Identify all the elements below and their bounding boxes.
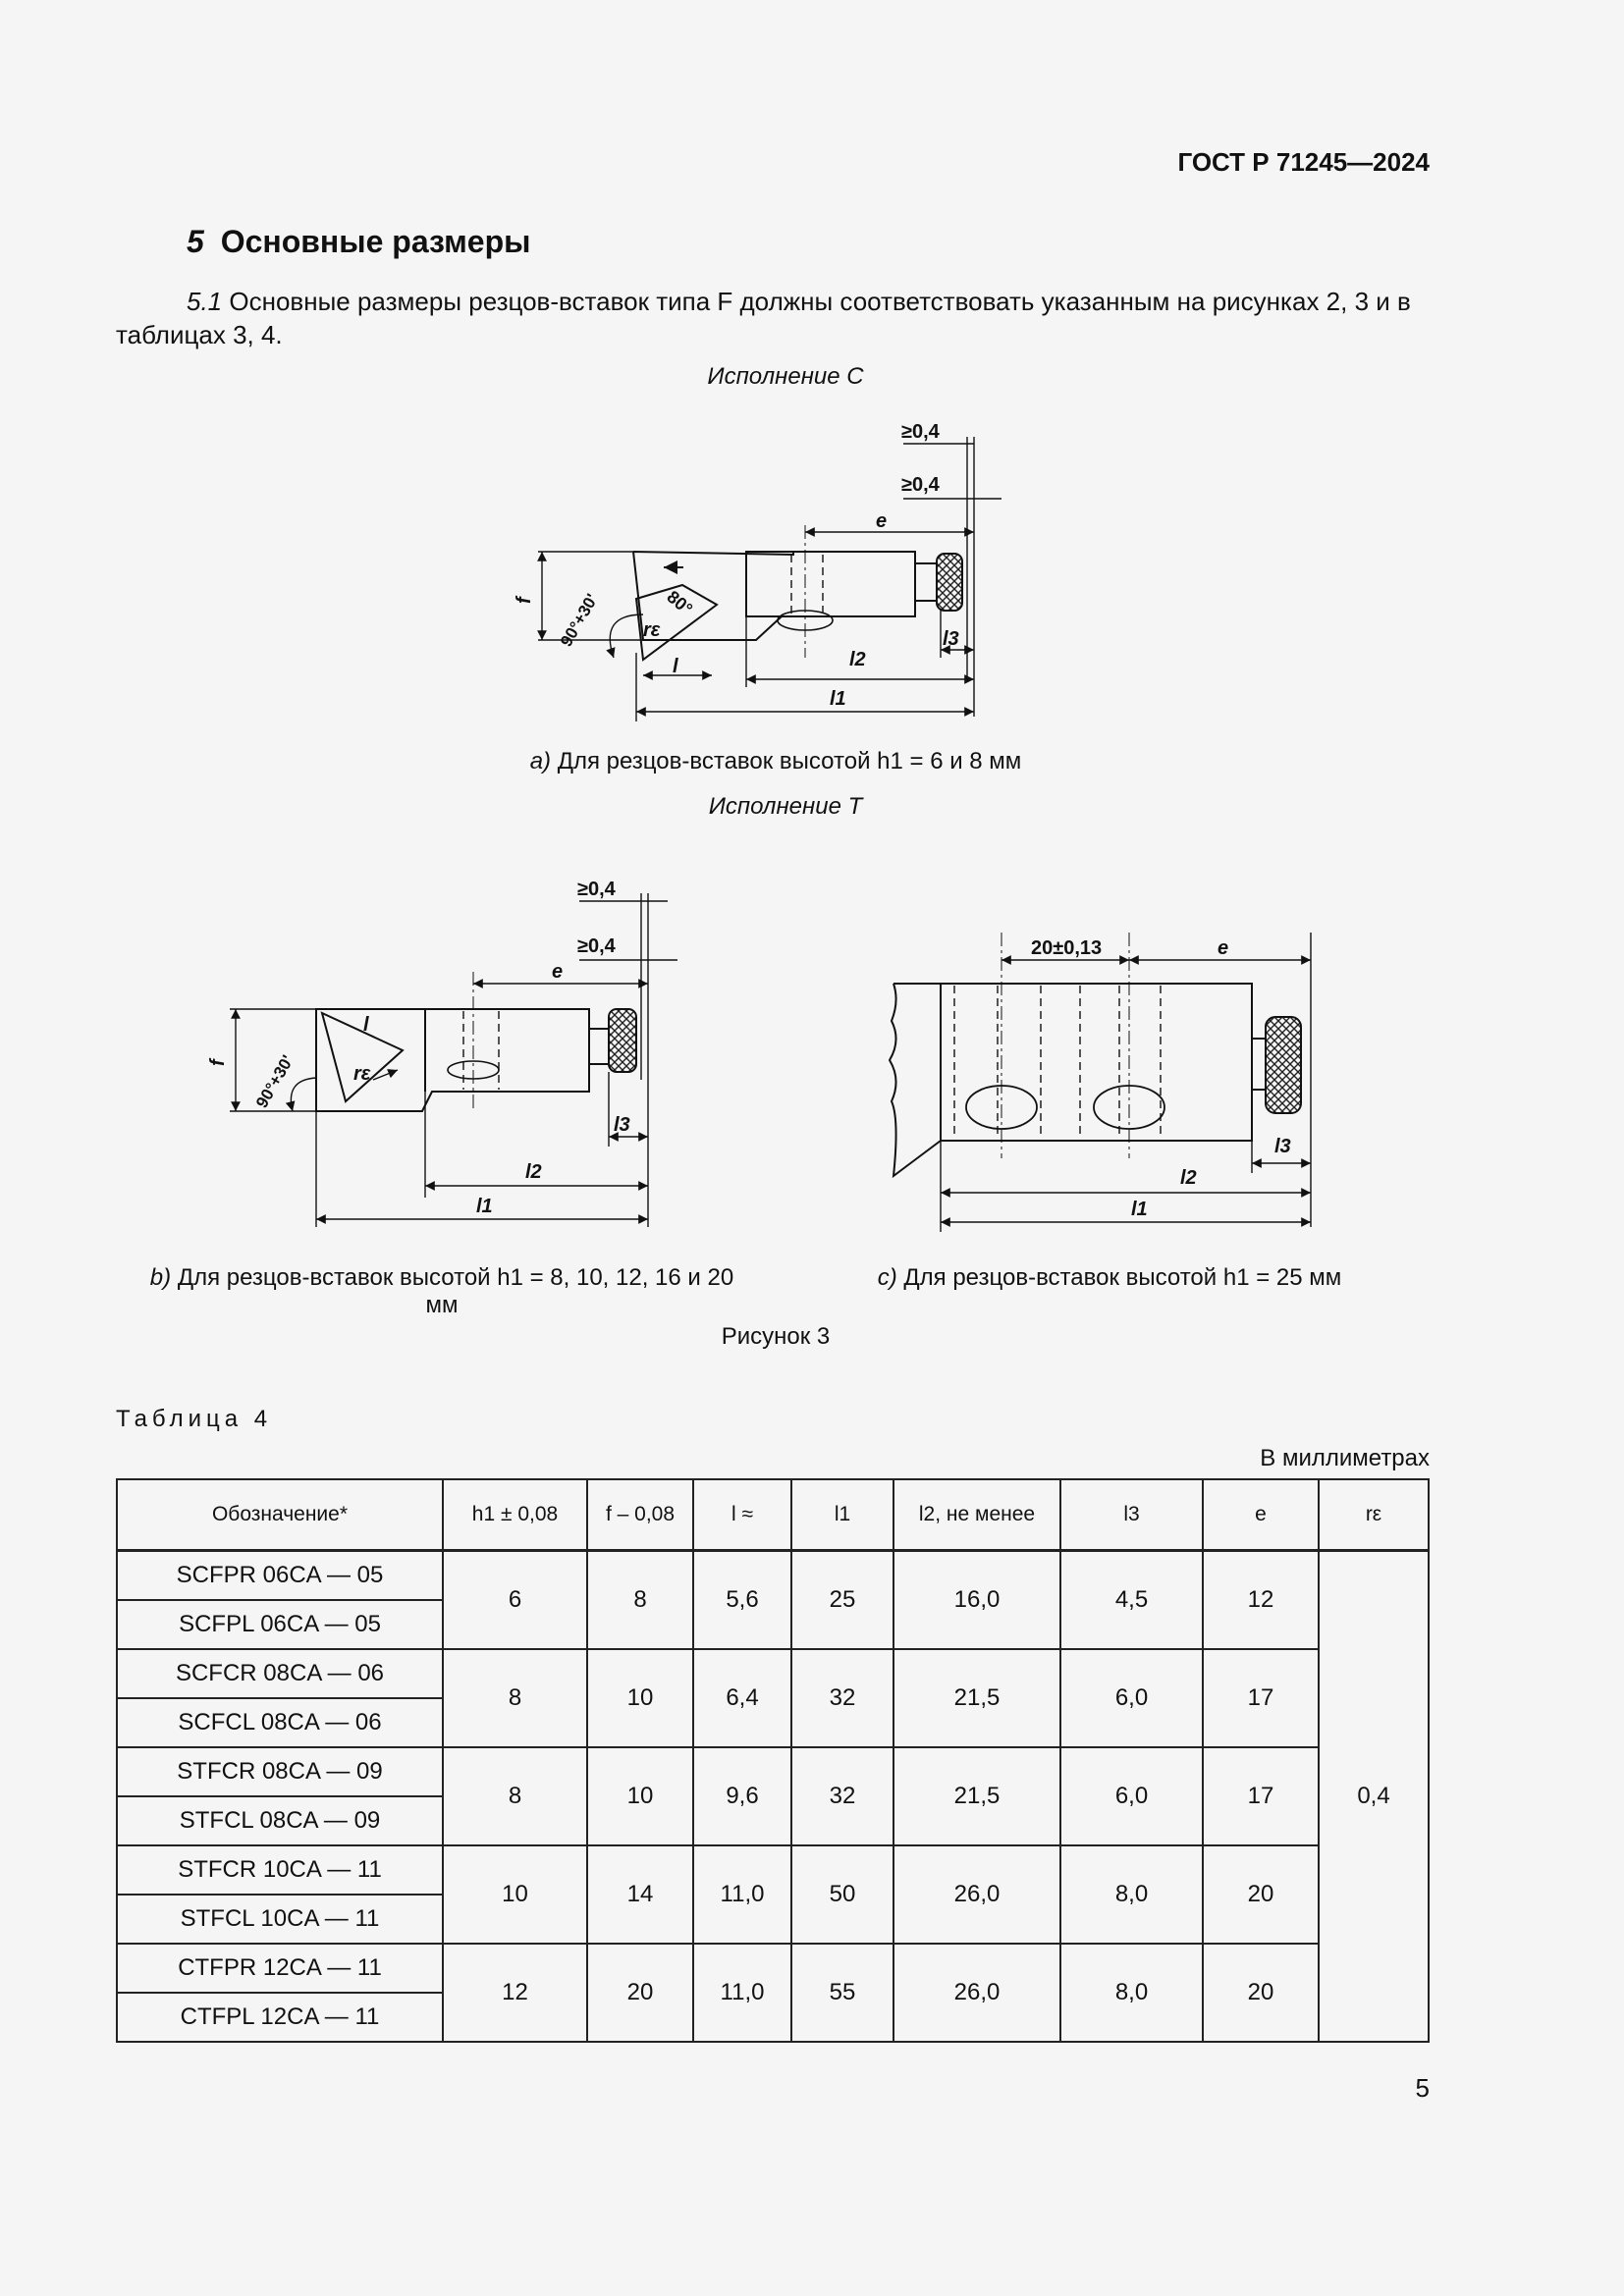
- l2-label-b: l2: [525, 1161, 542, 1183]
- l-cell: 9,6: [693, 1747, 791, 1845]
- table-row: [117, 1747, 1429, 1796]
- f-label-b: f: [207, 1059, 229, 1066]
- section-number: 5: [187, 224, 204, 259]
- e-label: e: [876, 510, 888, 532]
- ge04-label-bottom: ≥0,4: [901, 474, 940, 496]
- f-cell: 20: [587, 1944, 693, 2042]
- l1-cell: 25: [791, 1551, 893, 1650]
- l-cell: 5,6: [693, 1551, 791, 1650]
- col-header-f: f – 0,08: [587, 1479, 693, 1551]
- table-row: [117, 1944, 1429, 1993]
- table-row: [117, 1551, 1429, 1601]
- table-label: Таблица 4: [116, 1406, 273, 1432]
- f-cell: 14: [587, 1845, 693, 1944]
- l3-cell: 6,0: [1060, 1747, 1203, 1845]
- l3-cell: 6,0: [1060, 1649, 1203, 1747]
- col-header-e: e: [1203, 1479, 1319, 1551]
- l2-label: l2: [849, 649, 866, 670]
- col-header-h1: h1 ± 0,08: [443, 1479, 587, 1551]
- designation-cell: SCFCL 08CA — 06: [117, 1698, 443, 1747]
- table-units: В миллиметрах: [1260, 1445, 1430, 1471]
- h1-cell: 6: [443, 1551, 587, 1650]
- ge04-label-top: ≥0,4: [901, 421, 940, 443]
- col-header-l2: l2, не менее: [893, 1479, 1060, 1551]
- l2-label-c: l2: [1180, 1167, 1197, 1189]
- section-title: Основные размеры: [220, 224, 531, 259]
- l3-cell: 8,0: [1060, 1944, 1203, 2042]
- angle-90-label-b: 90°+30': [252, 1051, 298, 1111]
- figure-a-drawing: [511, 412, 1021, 726]
- standard-number: ГОСТ Р 71245—2024: [1177, 147, 1430, 177]
- f-cell: 10: [587, 1747, 693, 1845]
- table-header-row: [117, 1479, 1429, 1551]
- l1-cell: 50: [791, 1845, 893, 1944]
- caption-b-text: Для резцов-вставок высотой h1 = 8, 10, 12, 16 и 20 мм: [177, 1264, 734, 1318]
- l-cell: 11,0: [693, 1845, 791, 1944]
- l1-label-b: l1: [476, 1196, 493, 1217]
- e-label-b: e: [552, 961, 564, 983]
- caption-a: [471, 748, 1080, 775]
- l-cell: 11,0: [693, 1944, 791, 2042]
- col-header-l1: l1: [791, 1479, 893, 1551]
- variant-c-label: Исполнение C: [707, 363, 864, 390]
- paragraph-number: 5.1: [187, 287, 223, 316]
- designation-cell: STFCR 08CA — 09: [117, 1747, 443, 1796]
- page-number: 5: [1415, 2073, 1430, 2103]
- e-cell: 12: [1203, 1551, 1319, 1650]
- figure-c-drawing: [874, 923, 1345, 1237]
- l1-label-c: l1: [1131, 1199, 1148, 1220]
- angle-80-label: 80°: [663, 586, 697, 619]
- h1-cell: 8: [443, 1649, 587, 1747]
- caption-c-prefix: c): [877, 1264, 897, 1291]
- l-label-b: l: [363, 1014, 369, 1036]
- col-header-r: rε: [1319, 1479, 1429, 1551]
- designation-cell: CTFPR 12CA — 11: [117, 1944, 443, 1993]
- caption-c: [844, 1264, 1375, 1292]
- angle-90-label: 90°+30': [557, 590, 602, 650]
- caption-a-prefix: a): [529, 748, 552, 774]
- designation-cell: SCFPL 06CA — 05: [117, 1600, 443, 1649]
- designation-cell: SCFCR 08CA — 06: [117, 1649, 443, 1698]
- l-label: l: [673, 656, 678, 677]
- section-heading: [187, 224, 530, 260]
- caption-b-prefix: b): [149, 1264, 172, 1291]
- designation-cell: CTFPL 12CA — 11: [117, 1993, 443, 2042]
- designation-cell: STFCR 10CA — 11: [117, 1845, 443, 1895]
- table-row: [117, 1649, 1429, 1698]
- pitch-label: 20±0,13: [1031, 937, 1103, 959]
- table-row: [117, 1845, 1429, 1895]
- col-header-designation: Обозначение*: [117, 1479, 443, 1551]
- l1-cell: 32: [791, 1649, 893, 1747]
- e-cell: 17: [1203, 1747, 1319, 1845]
- h1-cell: 10: [443, 1845, 587, 1944]
- l3-label-c: l3: [1274, 1136, 1291, 1157]
- r-label-b: rε: [353, 1063, 371, 1085]
- l1-cell: 55: [791, 1944, 893, 2042]
- l2-cell: 21,5: [893, 1649, 1060, 1747]
- figure-title: Рисунок 3: [721, 1323, 831, 1350]
- e-label-c: e: [1218, 937, 1229, 959]
- dimensions-table: [116, 1478, 1430, 2043]
- l-cell: 6,4: [693, 1649, 791, 1747]
- f-label: f: [514, 597, 535, 604]
- l2-cell: 21,5: [893, 1747, 1060, 1845]
- e-cell: 20: [1203, 1845, 1319, 1944]
- caption-a-text: Для резцов-вставок высотой h1 = 6 и 8 мм: [557, 748, 1022, 774]
- col-header-l: l ≈: [693, 1479, 791, 1551]
- designation-cell: STFCL 08CA — 09: [117, 1796, 443, 1845]
- designation-cell: STFCL 10CA — 11: [117, 1895, 443, 1944]
- f-cell: 10: [587, 1649, 693, 1747]
- f-cell: 8: [587, 1551, 693, 1650]
- e-cell: 17: [1203, 1649, 1319, 1747]
- h1-cell: 12: [443, 1944, 587, 2042]
- l1-label: l1: [830, 688, 846, 710]
- col-header-l3: l3: [1060, 1479, 1203, 1551]
- paragraph-5-1: [116, 285, 1432, 351]
- l2-cell: 16,0: [893, 1551, 1060, 1650]
- paragraph-text: Основные размеры резцов-вставок типа F должны соответствовать указанным на рисунках 2, 3 и в таблицах 3, 4.: [116, 287, 1411, 349]
- l3-label: l3: [943, 628, 959, 650]
- ge04-label-b-top: ≥0,4: [577, 879, 616, 900]
- l3-label-b: l3: [614, 1114, 630, 1136]
- h1-cell: 8: [443, 1747, 587, 1845]
- l3-cell: 8,0: [1060, 1845, 1203, 1944]
- r-cell: 0,4: [1319, 1551, 1429, 2043]
- designation-cell: SCFPR 06CA — 05: [117, 1551, 443, 1601]
- l3-cell: 4,5: [1060, 1551, 1203, 1650]
- figure-b-drawing: [206, 874, 697, 1227]
- l1-cell: 32: [791, 1747, 893, 1845]
- caption-b: [147, 1264, 736, 1319]
- e-cell: 20: [1203, 1944, 1319, 2042]
- ge04-label-b-bottom: ≥0,4: [577, 935, 616, 957]
- variant-t-label: Исполнение T: [708, 793, 863, 820]
- l2-cell: 26,0: [893, 1944, 1060, 2042]
- caption-c-text: Для резцов-вставок высотой h1 = 25 мм: [903, 1264, 1342, 1291]
- r-label: rε: [643, 619, 661, 641]
- l2-cell: 26,0: [893, 1845, 1060, 1944]
